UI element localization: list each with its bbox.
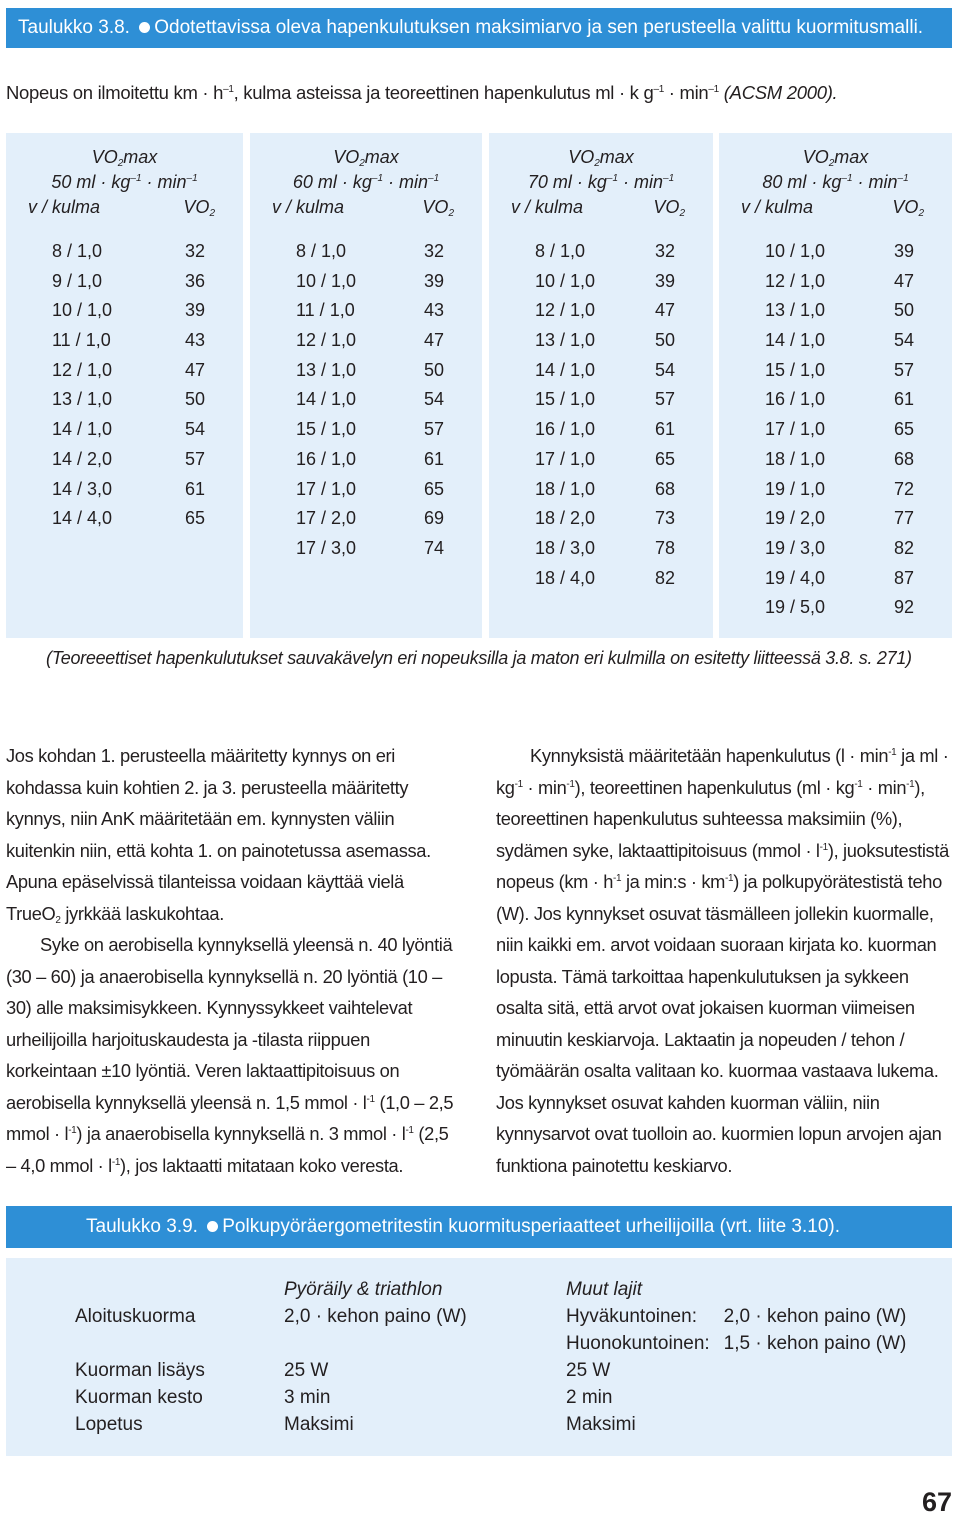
speed-angle-cell: 10 / 1,0	[765, 241, 826, 261]
heading-text: · min	[141, 172, 187, 192]
vo2-cell: 74	[423, 537, 444, 558]
subscript-2: 2	[55, 914, 61, 926]
speed-angle-cell: 16 / 1,0	[296, 448, 357, 469]
speed-angle-cell: 10 / 1,0	[296, 270, 357, 291]
superscript: –1	[130, 173, 142, 184]
speed-angle-cell: 13 / 1,0	[765, 300, 826, 321]
vo2-cell: 82	[893, 537, 914, 558]
table-row	[566, 1303, 906, 1330]
table-row	[719, 415, 952, 445]
text-run: ), teoreettinen hapenkulutus (ml · kg	[574, 776, 855, 798]
speed-angle-cell: 17 / 3,0	[296, 537, 357, 558]
cell: 1,5 · kehon paino (W)	[723, 1333, 907, 1354]
vo2max-value	[6, 170, 243, 195]
subtitle-part: , kulma asteissa ja teoreettinen hapenkulutus ml · k g	[233, 82, 654, 103]
subscript-2: 2	[448, 208, 454, 219]
speed-angle-cell: 14 / 3,0	[52, 478, 113, 499]
table-3-9-title: Polkupyöräergometritestin kuormitusperiaatteet urheilijoilla (vrt. liite 3.10).	[222, 1216, 841, 1237]
heading-text: VO	[892, 197, 919, 217]
table-row	[719, 237, 952, 267]
speed-angle-cell: 13 / 1,0	[52, 389, 113, 410]
heading-text: VO	[802, 147, 829, 167]
vo2max-heading	[6, 145, 243, 170]
superscript: -1	[68, 1125, 77, 1136]
text-run: ), jos laktaatti mitataan koko veresta.	[120, 1154, 404, 1176]
table-row	[719, 326, 952, 356]
vo2-cell: 78	[654, 537, 675, 558]
subtitle-part: · min	[663, 82, 709, 103]
paragraph	[6, 929, 462, 1181]
vo2-cell: 69	[423, 508, 444, 529]
table-row	[719, 564, 952, 594]
superscript: -1	[566, 778, 575, 790]
vo2-cell: 65	[654, 448, 675, 469]
heading-text: · min	[852, 172, 898, 192]
vo2max-heading	[250, 145, 482, 170]
left-text-column	[6, 740, 462, 1181]
vo2-header	[422, 195, 454, 220]
heading-text: VO	[183, 197, 210, 217]
table-row	[250, 415, 482, 445]
superscript: -1	[366, 1093, 375, 1105]
speed-angle-cell: 14 / 1,0	[296, 389, 357, 410]
heading-text: VO	[653, 197, 680, 217]
superscript: –1	[186, 173, 198, 184]
speed-angle-cell: 19 / 2,0	[765, 508, 826, 529]
table-row	[719, 504, 952, 534]
table-row	[719, 296, 952, 326]
vo2-cell: 61	[654, 419, 675, 440]
vo2-header	[892, 195, 924, 220]
text-run: ), juoksutestistä nopeus (km · h	[496, 839, 949, 892]
heading-text: max	[834, 147, 869, 167]
table-3-9-title-bar	[6, 1206, 952, 1248]
vo2max-heading	[719, 145, 952, 170]
column-headers	[6, 195, 243, 220]
table-row	[719, 267, 952, 297]
table-row	[250, 237, 482, 267]
speed-angle-cell: 15 / 1,0	[535, 389, 596, 410]
vo2-cell: 57	[893, 359, 914, 380]
speed-angle-header: v / kulma	[28, 197, 101, 217]
speed-angle-cell: 19 / 4,0	[765, 567, 826, 588]
vo2-cell: 65	[423, 478, 444, 499]
speed-angle-cell: 14 / 1,0	[765, 330, 826, 351]
subscript-2: 2	[918, 208, 924, 219]
right-text-column	[496, 740, 952, 1181]
superscript: -1	[613, 873, 622, 884]
table-row	[250, 445, 482, 475]
table-row	[489, 534, 713, 564]
vo2-cell: 68	[893, 448, 914, 469]
column-headers	[719, 195, 952, 220]
speed-angle-cell: 18 / 1,0	[535, 478, 596, 499]
superscript: -1	[725, 873, 734, 884]
vo2-column	[489, 133, 713, 638]
vo2-cell: 92	[893, 597, 914, 618]
heading-text: · min	[618, 172, 664, 192]
heading-text: 50 ml · kg	[51, 172, 131, 192]
subscript-2: 2	[359, 158, 365, 169]
vo2-cell: 39	[423, 270, 444, 291]
table-3-8-title: Odotettavissa oleva hapenkulutuksen maksimiarvo ja sen perusteella valittu kuormitusmalli.	[154, 17, 924, 38]
table-row	[489, 564, 713, 594]
vo2-cell: 47	[654, 300, 675, 321]
vo2-cell: 47	[184, 359, 205, 380]
vo2-cell: 39	[654, 270, 675, 291]
vo2-header	[653, 195, 685, 220]
superscript: -1	[906, 778, 915, 790]
heading-text: 80 ml · kg	[762, 172, 842, 192]
subtitle-sup: –1	[708, 84, 719, 95]
vo2-cell: 47	[893, 270, 914, 291]
vo2-cell: 50	[423, 359, 444, 380]
vo2-cell: 50	[184, 389, 205, 410]
speed-angle-header: v / kulma	[511, 197, 584, 217]
table-row	[6, 475, 243, 505]
vo2-cell: 72	[893, 478, 914, 499]
subscript-2: 2	[679, 208, 685, 219]
subscript-2: 2	[209, 208, 215, 219]
table-row	[489, 326, 713, 356]
vo2-cell: 61	[893, 389, 914, 410]
superscript: –1	[606, 173, 619, 184]
table-row	[250, 385, 482, 415]
table-row	[719, 593, 952, 623]
vo2max-value	[719, 170, 952, 195]
subscript-2: 2	[828, 158, 835, 169]
table-row	[250, 534, 482, 564]
table-row	[250, 504, 482, 534]
table-3-8-note: (Teoreeettiset hapenkulutukset sauvakävelyn eri nopeuksilla ja maton eri kulmilla on esitetty liitteessä 3.8. s. 271)	[46, 648, 912, 668]
vo2-cell: 65	[184, 508, 205, 529]
speed-angle-cell: 19 / 3,0	[765, 537, 826, 558]
text-run: (2,5 – 4,0 mmol · l	[6, 1123, 449, 1176]
vo2-column-header	[250, 145, 482, 220]
bullet-icon	[207, 1221, 218, 1232]
bullet-icon	[139, 22, 150, 33]
speed-angle-cell: 19 / 1,0	[765, 478, 826, 499]
table-3-8-label: Taulukko 3.8.	[18, 17, 130, 38]
vo2-cell: 36	[184, 270, 205, 291]
table-row	[6, 445, 243, 475]
speed-angle-cell: 14 / 1,0	[52, 419, 113, 440]
row-label: Kuorman kesto	[75, 1387, 203, 1408]
table-3-8-subtitle	[6, 82, 837, 104]
subtitle-sup: –1	[653, 84, 664, 95]
vo2-cell: 32	[184, 241, 205, 261]
vo2max-value	[489, 170, 713, 195]
vo2-cell: 32	[423, 241, 444, 261]
vo2-rows	[6, 237, 243, 534]
subtitle-sup: –1	[223, 84, 234, 95]
cell: 25 W	[566, 1360, 611, 1381]
vo2-cell: 54	[893, 330, 914, 351]
table-row	[250, 356, 482, 386]
speed-angle-cell: 16 / 1,0	[535, 419, 596, 440]
table-row	[250, 326, 482, 356]
table-row	[489, 356, 713, 386]
table-row	[489, 385, 713, 415]
subtitle-part: Nopeus on ilmoitettu km · h	[6, 82, 224, 103]
speed-angle-cell: 18 / 4,0	[535, 567, 596, 588]
vo2-cell: 47	[423, 330, 444, 351]
text-run: (1,0 – 2,5 mmol · l	[6, 1091, 454, 1144]
cell: Maksimi	[566, 1414, 636, 1435]
start-load-table	[566, 1303, 906, 1357]
superscript: –1	[371, 173, 384, 184]
speed-angle-cell: 10 / 1,0	[52, 300, 113, 321]
vo2-cell: 50	[654, 330, 675, 351]
vo2-cell: 43	[423, 300, 444, 321]
vo2-column-header	[6, 145, 243, 220]
row-labels	[75, 1276, 205, 1438]
table-row	[6, 356, 243, 386]
vo2-cell: 73	[654, 508, 675, 529]
vo2-column	[719, 133, 952, 638]
paragraph	[6, 740, 462, 929]
vo2-column-header	[489, 145, 713, 220]
table-row	[6, 326, 243, 356]
speed-angle-header: v / kulma	[741, 197, 814, 217]
vo2-cell: 82	[654, 567, 675, 588]
speed-angle-cell: 8 / 1,0	[296, 241, 347, 261]
vo2max-heading	[489, 145, 713, 170]
vo2-cell: 61	[423, 448, 444, 469]
table-row	[489, 504, 713, 534]
heading-text: VO	[333, 147, 360, 167]
speed-angle-cell: 16 / 1,0	[765, 389, 826, 410]
table-row	[719, 534, 952, 564]
vo2-cell: 43	[184, 330, 205, 351]
speed-angle-cell: 19 / 5,0	[765, 597, 826, 618]
speed-angle-cell: 18 / 3,0	[535, 537, 596, 558]
vo2-cell: 32	[654, 241, 675, 261]
vo2-cell: 39	[184, 300, 205, 321]
table-row	[250, 296, 482, 326]
table-row	[489, 445, 713, 475]
speed-angle-cell: 18 / 1,0	[765, 448, 826, 469]
cell: 3 min	[284, 1387, 331, 1408]
cell: 2 min	[566, 1387, 613, 1408]
superscript: -1	[819, 841, 828, 853]
column-headers	[489, 195, 713, 220]
cell: 25 W	[284, 1360, 329, 1381]
table-row	[6, 504, 243, 534]
vo2-cell: 68	[654, 478, 675, 499]
superscript: –1	[663, 173, 675, 184]
text-run: ja min:s · km	[621, 871, 726, 892]
table-row	[6, 296, 243, 326]
column-headers	[250, 195, 482, 220]
vo2-cell: 57	[184, 448, 205, 469]
heading-text: · min	[383, 172, 429, 192]
text-run: · min	[522, 776, 567, 798]
speed-angle-cell: 14 / 2,0	[52, 448, 113, 469]
cell: Huonokuntoinen:	[566, 1333, 710, 1354]
text-run: ), teoreettinen hapenkulutus suhteessa maksimiin (%), sydämen syke, laktaattipitoisuus (mmol · l	[496, 776, 925, 861]
superscript: –1	[428, 173, 440, 184]
table-row	[489, 415, 713, 445]
text-run: ) ja anaerobisella kynnyksellä n. 3 mmol · l	[76, 1123, 406, 1144]
speed-angle-cell: 12 / 1,0	[765, 270, 826, 291]
superscript: -1	[888, 747, 897, 758]
speed-angle-cell: 8 / 1,0	[52, 241, 103, 261]
vo2max-value	[250, 170, 482, 195]
table-row	[6, 385, 243, 415]
page-number: 67	[921, 1487, 952, 1517]
speed-angle-cell: 17 / 1,0	[765, 419, 826, 440]
table-row	[566, 1330, 906, 1357]
speed-angle-cell: 12 / 1,0	[296, 330, 357, 351]
speed-angle-cell: 17 / 1,0	[296, 478, 357, 499]
vo2-cell: 54	[184, 419, 205, 440]
table-row	[719, 385, 952, 415]
table-row	[6, 415, 243, 445]
speed-angle-cell: 13 / 1,0	[535, 330, 596, 351]
speed-angle-cell: 11 / 1,0	[296, 300, 355, 321]
vo2-column	[6, 133, 243, 638]
column-heading: Pyöräily & triathlon	[284, 1279, 443, 1300]
speed-angle-header: v / kulma	[272, 197, 345, 217]
speed-angle-cell: 11 / 1,0	[52, 330, 111, 351]
table-row	[250, 475, 482, 505]
heading-text: VO	[422, 197, 449, 217]
vo2-cell: 54	[654, 359, 675, 380]
vo2-cell: 39	[893, 241, 914, 261]
subscript-2: 2	[117, 158, 124, 169]
text-run: Jos kohdan 1. perusteella määritetty kynnys on eri kohdassa kuin kohtien 2. ja 3. perusteella määritetty kynnys, niin AnK määritetään em. kynnysten väliin kuitenkin niin, että kohta 1. on painotetussa asemassa. Apuna epäselvissä tilanteissa voidaan käyttää vielä TrueO	[6, 745, 431, 924]
table-row	[6, 237, 243, 267]
other-sports-column	[566, 1276, 906, 1438]
superscript: -1	[111, 1156, 121, 1168]
cell: Maksimi	[284, 1414, 354, 1435]
heading-text: max	[364, 147, 399, 167]
table-3-8-title-bar	[6, 8, 952, 48]
text-run: ja ml · kg	[496, 745, 949, 798]
heading-text: max	[123, 147, 158, 167]
text-run: Syke on aerobisella kynnyksellä yleensä n. 40 lyöntiä (30 – 60) ja anaerobisella kynnyksellä n. 20 lyöntiä (10 – 30) alle maksimisykkeen. Kynnyssykkeet vaihtelevat urheilijoilla harjoituskaudesta ja -tilasta riippuen korkeintaan ±10 lyöntiä. Veren laktaattipitoisuus on aerobisella kynnyksellä yleensä n. 1,5 mmol · l	[6, 934, 453, 1113]
vo2-cell: 87	[893, 567, 914, 588]
speed-angle-cell: 10 / 1,0	[535, 270, 596, 291]
vo2-cell: 57	[654, 389, 675, 410]
text-run: Kynnyksistä määritetään hapenkulutus (l · min	[530, 745, 889, 766]
text-run: ) ja polkupyörätestistä teho (W). Jos kynnykset osuvat täsmälleen jollekin kuormalle, niin kaikki em. arvot voidaan suoraan kirjata ko. kuorman lopusta. Tämä tarkoittaa hapenkulutuksen ja sykkeen osalta sitä, että arvot ovat jokaisen kuorman viimeisen minuutin keskiarvoja. Laktaatin ja nopeuden / tehon / työmäärän osalta valitaan ko. kuormaa vastaava lukema. Jos kynnykset osuvat kahden kuorman väliin, niin kynnysarvot ovat tuolloin ao. kuormien lopun arvojen ajan funktiona painotettu keskiarvo.	[496, 871, 942, 1176]
vo2-cell: 57	[423, 419, 444, 440]
table-row	[489, 296, 713, 326]
speed-angle-cell: 15 / 1,0	[765, 359, 826, 380]
text-run: jyrkkää laskukohtaa.	[60, 902, 224, 924]
speed-angle-cell: 17 / 1,0	[535, 448, 596, 469]
vo2-cell: 54	[423, 389, 444, 410]
speed-angle-cell: 14 / 4,0	[52, 508, 113, 529]
subscript-2: 2	[594, 158, 600, 169]
superscript: –1	[841, 173, 853, 184]
speed-angle-cell: 14 / 1,0	[535, 359, 596, 380]
speed-angle-cell: 18 / 2,0	[535, 508, 596, 529]
vo2-header	[183, 195, 215, 220]
table-row	[489, 475, 713, 505]
speed-angle-cell: 12 / 1,0	[535, 300, 596, 321]
table-3-9-panel	[6, 1258, 952, 1456]
text-run: · min	[862, 776, 907, 798]
vo2-cell: 50	[893, 300, 914, 321]
vo2-rows	[250, 237, 482, 564]
heading-text: 70 ml · kg	[527, 172, 607, 192]
row-label: Lopetus	[75, 1414, 143, 1435]
cycling-column	[284, 1276, 467, 1438]
row-label: Kuorman lisäys	[75, 1360, 205, 1381]
subtitle-reference: (ACSM 2000).	[718, 82, 838, 103]
vo2-column	[250, 133, 482, 638]
table-row	[6, 267, 243, 297]
speed-angle-cell: 13 / 1,0	[296, 359, 357, 380]
table-row	[489, 237, 713, 267]
table-row	[489, 267, 713, 297]
heading-text: VO	[568, 147, 595, 167]
row-label: Aloituskuorma	[75, 1306, 196, 1327]
speed-angle-cell: 8 / 1,0	[535, 241, 586, 261]
cell: 2,0 · kehon paino (W)	[284, 1306, 467, 1327]
vo2-cell: 65	[893, 419, 914, 440]
speed-angle-cell: 12 / 1,0	[52, 359, 113, 380]
table-row	[719, 475, 952, 505]
cell: Hyväkuntoinen:	[566, 1306, 697, 1327]
table-row	[250, 267, 482, 297]
superscript: -1	[405, 1125, 414, 1136]
vo2-rows	[719, 237, 952, 623]
superscript: -1	[514, 778, 523, 790]
vo2-rows	[489, 237, 713, 593]
vo2-column-header	[719, 145, 952, 220]
table-row	[719, 445, 952, 475]
speed-angle-cell: 15 / 1,0	[296, 419, 357, 440]
superscript: -1	[854, 778, 863, 790]
vo2-cell: 61	[184, 478, 205, 499]
heading-text: 60 ml · kg	[292, 172, 372, 192]
heading-text: VO	[91, 147, 118, 167]
cell: 2,0 · kehon paino (W)	[723, 1306, 907, 1327]
column-heading: Muut lajit	[566, 1279, 643, 1300]
table-3-9-label: Taulukko 3.9.	[86, 1216, 198, 1237]
heading-text: max	[599, 147, 634, 167]
vo2-cell: 77	[893, 508, 914, 529]
superscript: –1	[897, 173, 909, 184]
paragraph	[496, 740, 952, 1181]
speed-angle-cell: 17 / 2,0	[296, 508, 357, 529]
speed-angle-cell: 9 / 1,0	[52, 270, 103, 291]
table-row	[719, 356, 952, 386]
